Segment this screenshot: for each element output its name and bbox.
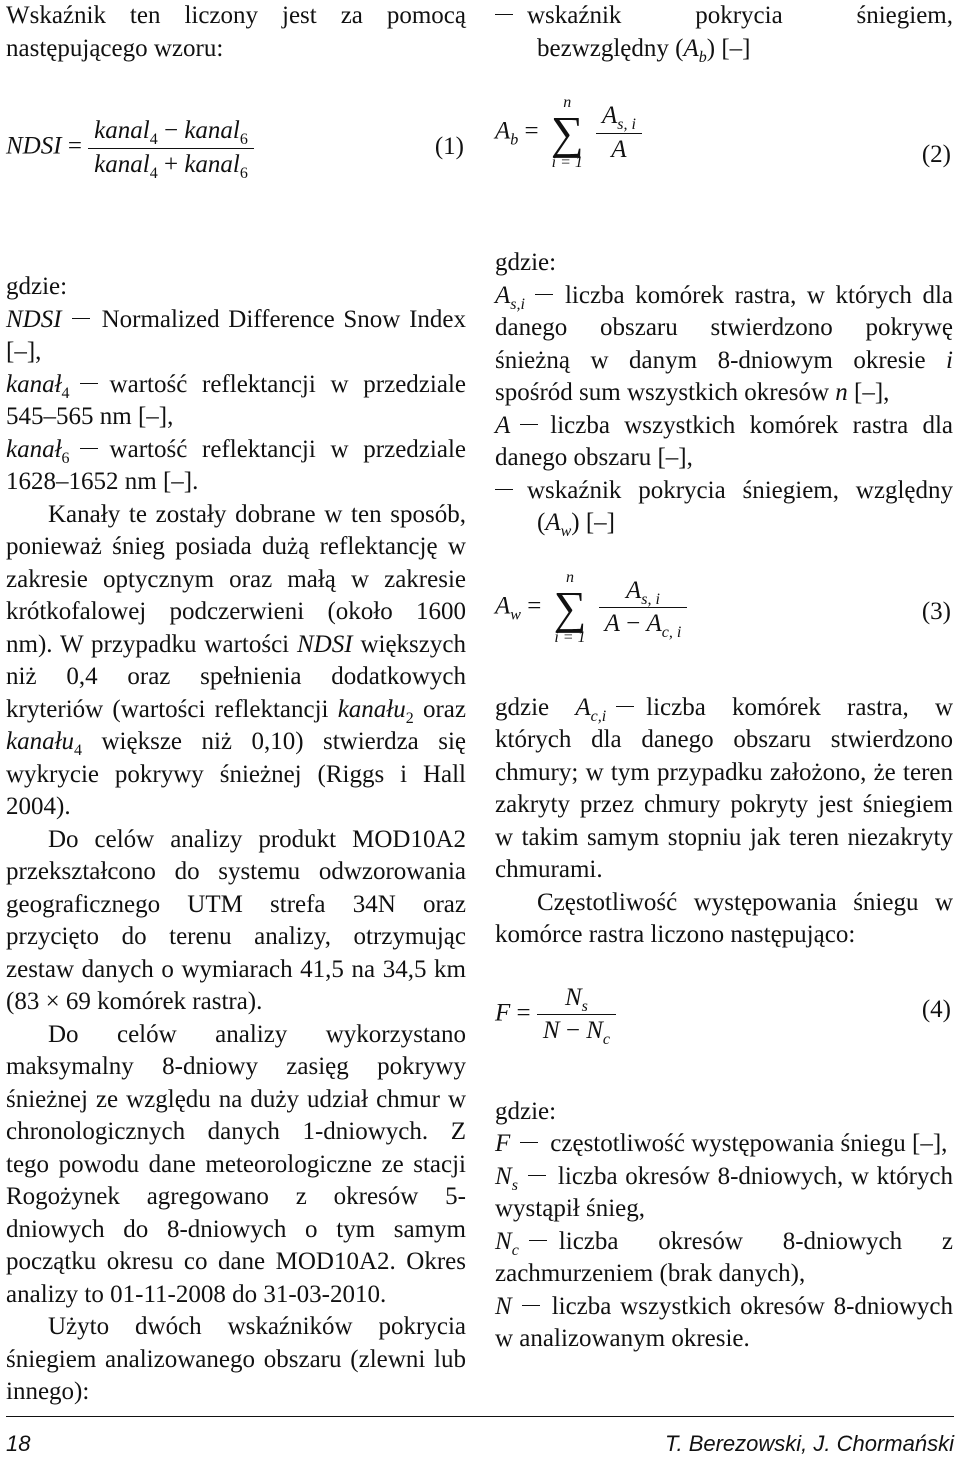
eq3-fraction: $\frac{A_{s, i}}{A - A_{c, i}}$ xyxy=(599,575,688,641)
eq1-lhs: NDSI xyxy=(6,132,62,160)
gdzie-label: gdzie: xyxy=(6,273,68,300)
paragraph-3: Do celów analizy wykorzystano maksymalny 8-dniowy zasięg pokrywy śnieżnej ze względu na duży udział chmur w chronologicznych danych 1-dniowych. Z tego powodu dane meteorologiczne ze stacji Rogożynek agregowano z okresów 5-dniowych do 8-dniowych o tym samym początku okresu co dane MOD10A2. Okres analizy to 01-11-2008 do 31-03-2010. xyxy=(6,1020,466,1308)
page-number: 18 xyxy=(6,1431,31,1456)
footer-authors: T. Berezowski, J. Chormański xyxy=(665,1431,954,1456)
eq2-lhs: A xyxy=(495,117,511,145)
def-f: F częstotliwość występowania śniegu [–], xyxy=(495,1130,948,1157)
paragraph-1: Kanały te zostały dobrane w ten sposób, ponieważ śnieg posiada dużą reflektancję w zakresie optycznym oraz małą w zakresie krótkofalowej podczerwieni (około 1600 nm). W przypadku wartości NDSI większych niż 0,4 oraz spełnienia dodatkowych kryteriów (wartości reflektancji kanału$_2$ oraz kanału$_4$ większe niż 0,10) stwierdza się wykrycie pokrywy śnieżnej (Riggs i Hall 2004). xyxy=(6,500,466,820)
eq3-lhs: A xyxy=(495,592,511,620)
eq4-fraction: $\frac{N_s}{N - N_c}$ xyxy=(537,982,616,1048)
item-ab: wskaźnik pokrycia śniegiem, bezwzględny $(A_b)$ [–] xyxy=(495,0,953,65)
eq2-sum: n ∑ i = 1 xyxy=(550,94,584,171)
eq1-fraction xyxy=(88,115,254,181)
eq3-number: (3) xyxy=(921,597,951,625)
def-a: A liczba wszystkich komórek rastra dla danego obszaru [–], xyxy=(495,411,953,471)
eq2-fraction: $\frac{A_{s, i}}{A}$ xyxy=(596,100,642,166)
gdzie-label-3: gdzie: xyxy=(495,1097,557,1125)
paragraph-2: Do celów analizy produkt MOD10A2 przekształcono do systemu odwzorowania geograficznego UTM strefa 34N oraz przycięto do terenu analizy, otrzymując zestaw danych o wymiarach 41,5 na 34,5 km (83 × 69 komórek rastra). xyxy=(6,825,466,1015)
equation-1: NDSI = $\frac{kanal_4 - kanal_6}{kanal_4 + kanal_6}$ (1) xyxy=(6,117,464,182)
eq3-sum: n ∑ i = 1 xyxy=(553,568,587,646)
eq1-denominator: kanal$_4$ + kanal$_6$ xyxy=(94,150,248,182)
right-column xyxy=(495,0,953,1356)
left-column xyxy=(6,0,466,1409)
def-nc: $N_c$ liczba okresów 8-dniowych z zachmurzeniem (brak danych), xyxy=(495,1227,953,1287)
def-asi: $A_{s,i}$ liczba komórek rastra, w których dla danego obszaru stwierdzono pokrywę śnieżną w danym 8-dniowym okresie i spośród sum wszystkich okresów n [–], xyxy=(495,281,953,406)
intro-text: Wskaźnik ten liczony jest za pomocą następującego wzoru: xyxy=(6,2,466,62)
paragraph-4: Użyto dwóch wskaźników pokrycia śniegiem analizowanego obszaru (zlewni lub innego): xyxy=(6,1313,466,1405)
eq1-number: (1) xyxy=(434,133,464,160)
eq4-number: (4) xyxy=(921,995,951,1023)
equation-2: $A_b$ = n ∑ i = 1 $\frac{A_{s, i}}{A}$ (2) xyxy=(495,94,951,171)
eq4-lhs: F xyxy=(495,999,511,1027)
def-kanal6: kanał$_6$ wartość reflektancji w przedziale 1628–1652 nm [–]. xyxy=(6,435,466,495)
def-aci: gdzie $A_{c,i}$ liczba komórek rastra, w których dla danego obszaru stwierdzono chmury; w tym przypadku założono, że teren zakryty przez chmury pokryty jest śniegiem w takim samym stopniu jak teren niezakryty chmurami. xyxy=(495,693,954,883)
paragraph-5: Częstotliwość występowania śniegu w komórce rastra liczono następująco: xyxy=(495,888,953,948)
def-kanal4: kanał$_4$ wartość reflektancji w przedziale 545–565 nm [–], xyxy=(6,370,466,430)
equation-4: F = $\frac{N_s}{N - N_c}$ (4) xyxy=(495,983,951,1048)
def-ns: $N_s$ liczba okresów 8-dniowych, w których wystąpił śnieg, xyxy=(495,1162,953,1222)
equation-3: $A_w$ = n ∑ i = 1 $\frac{A_{s, i}}{A - A_{c, i}}$ (3) xyxy=(495,568,951,646)
footer-rule xyxy=(6,1416,954,1417)
def-n: N liczba wszystkich okresów 8-dniowych w analizowanym okresie. xyxy=(495,1292,953,1352)
gdzie-label-2: gdzie: xyxy=(495,249,557,276)
def-ndsi: NDSI Normalized Difference Snow Index [–], xyxy=(6,305,466,365)
eq2-number: (2) xyxy=(921,141,951,168)
item-aw: wskaźnik pokrycia śniegiem, względny $(A_w)$ [–] xyxy=(495,475,953,540)
eq1-numerator: kanal$_4$ − kanal$_6$ xyxy=(88,115,254,149)
